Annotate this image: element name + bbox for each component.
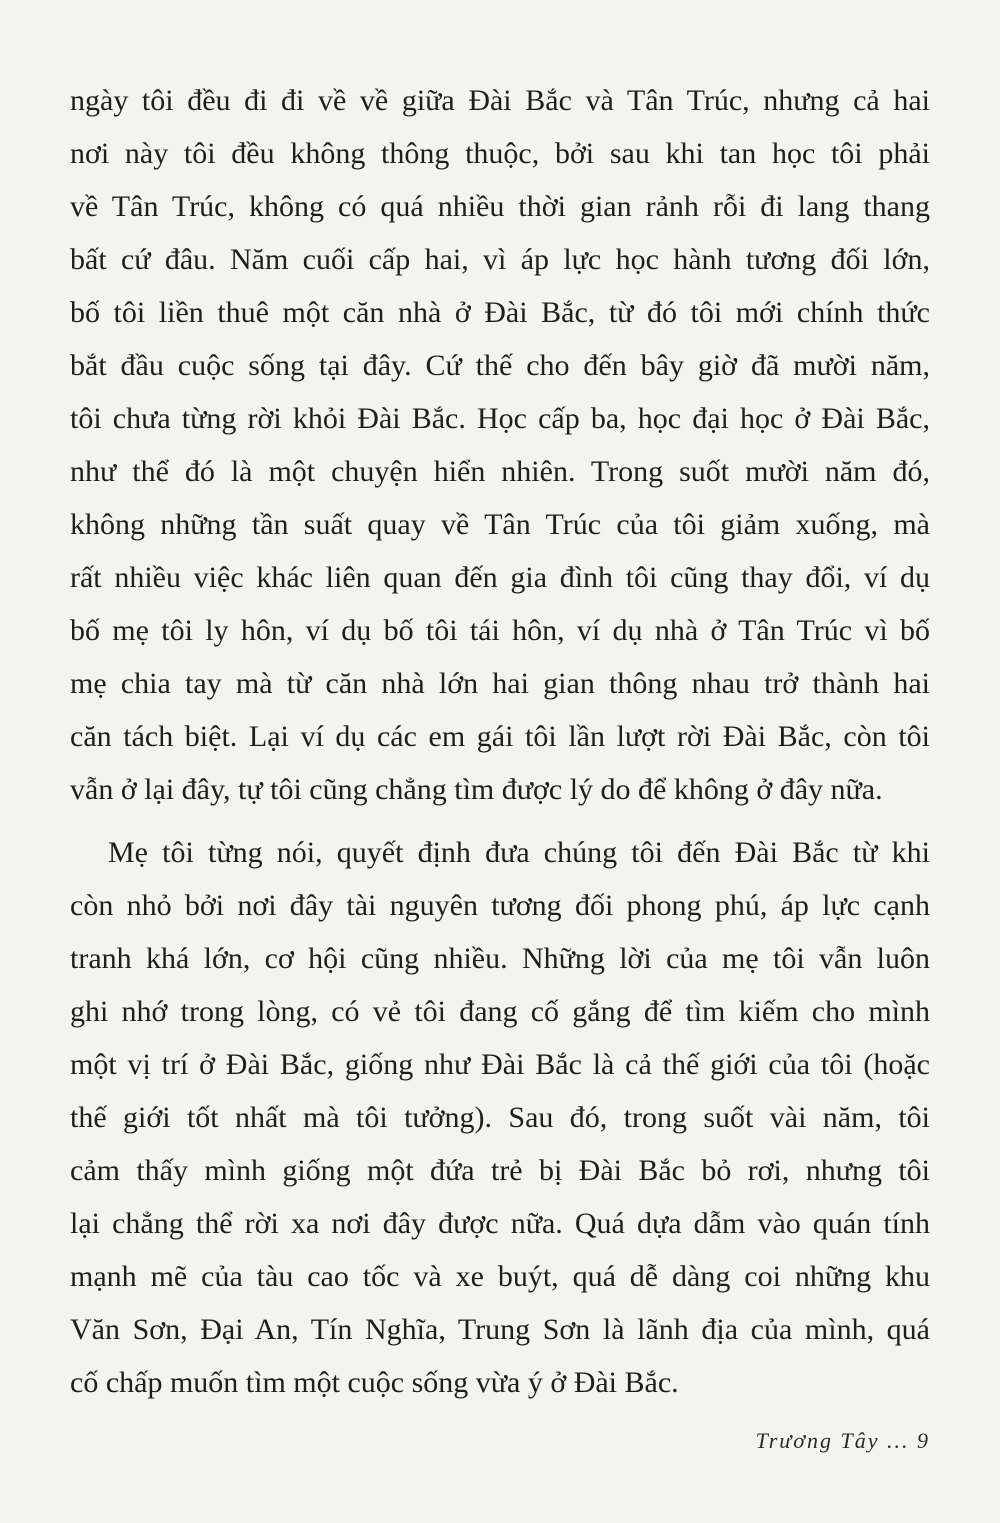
text-line: căn tách biệt. Lại ví dụ các em gái tôi lần lượt rời Đài Bắc, còn tôi <box>70 720 930 753</box>
text-line: ghi nhớ trong lòng, có vẻ tôi đang cố gắng để tìm kiếm cho mình <box>70 995 930 1028</box>
text-line: thế giới tốt nhất mà tôi tưởng). Sau đó, trong suốt vài năm, tôi <box>70 1101 930 1134</box>
body-text <box>70 74 930 1409</box>
text-line: tôi chưa từng rời khỏi Đài Bắc. Học cấp ba, học đại học ở Đài Bắc, <box>70 402 930 435</box>
text-line: mẹ chia tay mà từ căn nhà lớn hai gian thông nhau trở thành hai <box>70 667 930 700</box>
text-line: không những tần suất quay về Tân Trúc của tôi giảm xuống, mà <box>70 508 930 541</box>
text-line: Mẹ tôi từng nói, quyết định đưa chúng tôi đến Đài Bắc từ khi <box>108 836 930 869</box>
text-line: mạnh mẽ của tàu cao tốc và xe buýt, quá dễ dàng coi những khu <box>70 1260 930 1293</box>
text-line: bắt đầu cuộc sống tại đây. Cứ thế cho đến bây giờ đã mười năm, <box>70 349 930 382</box>
text-line: rất nhiều việc khác liên quan đến gia đình tôi cũng thay đổi, ví dụ <box>70 561 930 594</box>
text-line: bố mẹ tôi ly hôn, ví dụ bố tôi tái hôn, ví dụ nhà ở Tân Trúc vì bố <box>70 614 930 647</box>
text-line: về Tân Trúc, không có quá nhiều thời gian rảnh rỗi đi lang thang <box>70 190 930 223</box>
paragraph-1 <box>70 74 930 816</box>
text-line: vẫn ở lại đây, tự tôi cũng chẳng tìm được lý do để không ở đây nữa. <box>70 773 883 806</box>
running-head-page-number: Trương Tây ... 9 <box>755 1428 930 1453</box>
text-line: cố chấp muốn tìm một cuộc sống vừa ý ở Đài Bắc. <box>70 1366 679 1399</box>
text-line: tranh khá lớn, cơ hội cũng nhiều. Những lời của mẹ tôi vẫn luôn <box>70 942 930 975</box>
text-line: một vị trí ở Đài Bắc, giống như Đài Bắc là cả thế giới của tôi (hoặc <box>70 1048 930 1081</box>
text-line: còn nhỏ bởi nơi đây tài nguyên tương đối phong phú, áp lực cạnh <box>70 889 930 922</box>
text-line: bất cứ đâu. Năm cuối cấp hai, vì áp lực học hành tương đối lớn, <box>70 243 930 276</box>
text-line: ngày tôi đều đi đi về về giữa Đài Bắc và Tân Trúc, nhưng cả hai <box>70 84 930 117</box>
paragraph-gap <box>70 816 930 826</box>
text-line: bố tôi liền thuê một căn nhà ở Đài Bắc, từ đó tôi mới chính thức <box>70 296 930 329</box>
text-line: như thể đó là một chuyện hiển nhiên. Trong suốt mười năm đó, <box>70 455 930 488</box>
text-line: cảm thấy mình giống một đứa trẻ bị Đài Bắc bỏ rơi, nhưng tôi <box>70 1154 930 1187</box>
text-line: Văn Sơn, Đại An, Tín Nghĩa, Trung Sơn là lãnh địa của mình, quá <box>70 1313 930 1346</box>
text-line: nơi này tôi đều không thông thuộc, bởi sau khi tan học tôi phải <box>70 137 930 170</box>
paragraph-2 <box>70 826 930 1409</box>
page-footer <box>756 1428 930 1454</box>
text-line: lại chẳng thể rời xa nơi đây được nữa. Quá dựa dẫm vào quán tính <box>70 1207 930 1240</box>
